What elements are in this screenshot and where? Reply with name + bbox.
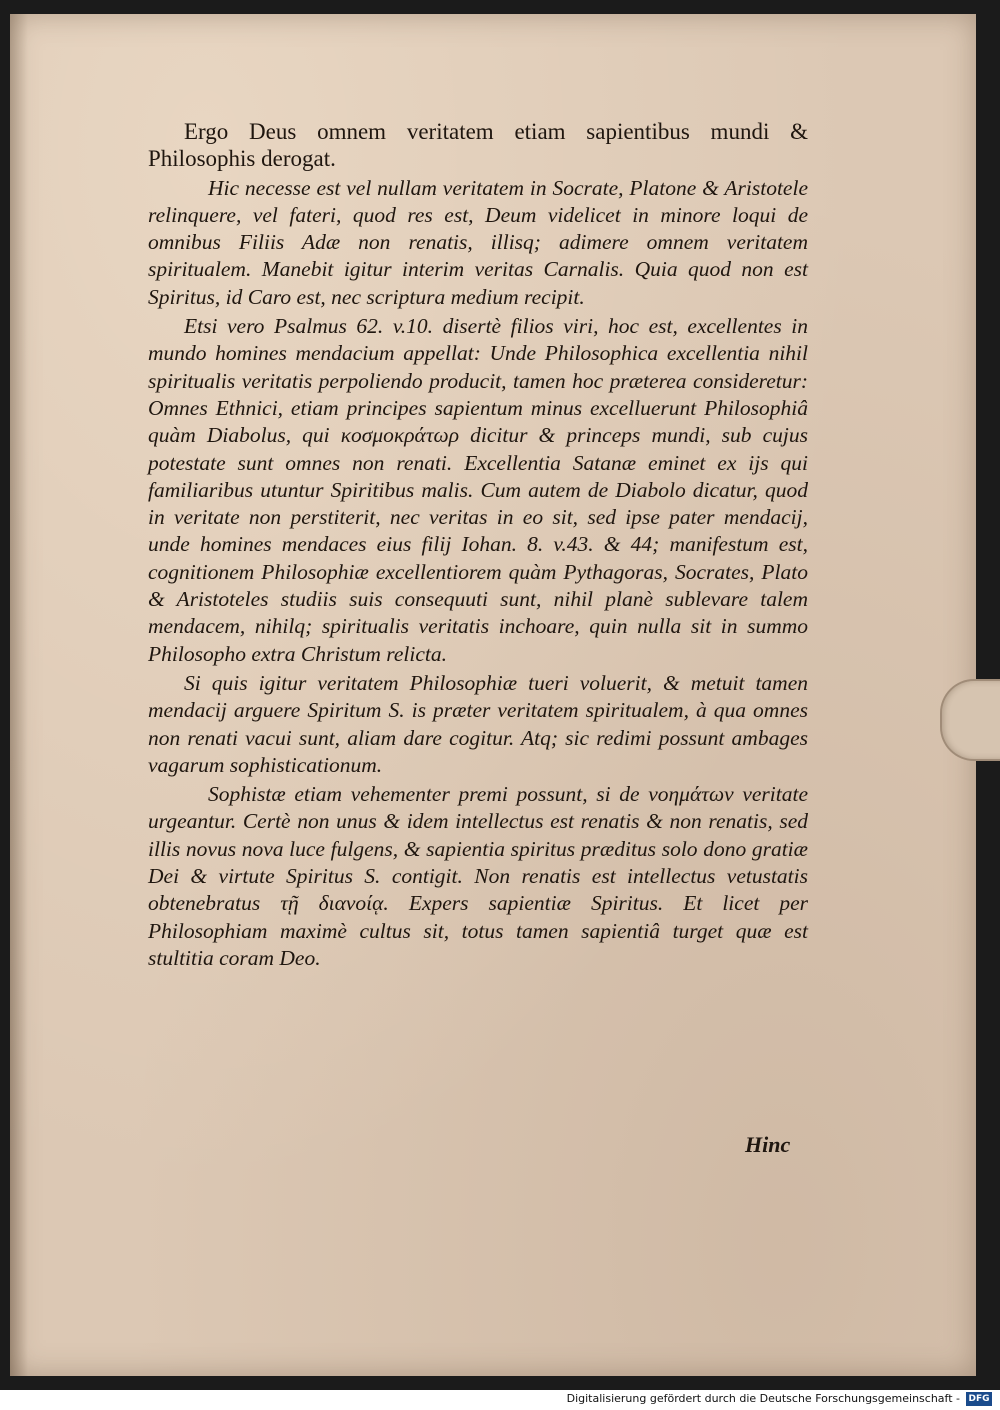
paragraph-3: Etsi vero Psalmus 62. v.10. disertè filios viri, hoc est, excellentes in mundo homines mendacium appellat: Unde Philosophica excellentia nihil spiritualis veritatis perpoliendo producit, tamen hoc præterea consideretur: Omnes Ethnici, etiam principes sapientum minus excelluerunt Philosophiâ quàm Diabolus, qui κοσμοκράτωρ dicitur & princeps mundi, sub cujus potestate sunt omnes non renati. Excellentia Satanæ eminet ex ijs qui familiaribus utuntur Spiritibus malis. Cum autem de Diabolo dicatur, quod in veritate non perstiterit, nec veritas in eo sit, sed ipse pater mendacij, unde homines mendaces eius filij Iohan. 8. v.43. & 44; manifestum est, cognitionem Philosophiæ excellentiorem quàm Pythagoras, Socrates, Plato & Aristoteles studiis suis consequuti sunt, nihil planè sublevare talem mendacem, nihilq; spiritualis veritatis inchoare, quin nulla sit in summo Philosopho extra Christum relicta. bbox=[148, 314, 808, 666]
funding-notice: Digitalisierung gefördert durch die Deutsche Forschungsgemeinschaft - bbox=[566, 1392, 960, 1405]
paragraph-5: Sophistæ etiam vehementer premi possunt, si de νοημάτων veritate urgeantur. Certè non unus & idem intellectus est renatis & non renatis, sed illis novus nova luce fulgens, & sapientia spiritus præditus solo dono gratiæ Dei & virtute Spiritus S. contigit. Non renatis est intellectus vetustatis obtenebratus τῇ διανοίᾳ. Expers sapientiæ Spiritus. Et licet per Philosophiam maximè cultus sit, totus tamen sapientiâ turget quæ est stultitia coram Deo. bbox=[148, 782, 808, 970]
footer-bar bbox=[0, 1390, 1000, 1410]
paragraph-1: Ergo Deus omnem veritatem etiam sapientibus mundi & Philosophis derogat. bbox=[148, 119, 808, 172]
page-edge-tab bbox=[940, 679, 1000, 761]
paragraph-2: Hic necesse est vel nullam veritatem in Socrate, Platone & Aristotele relinquere, vel fateri, quod res est, Deum videlicet in minore loqui de omnibus Filiis Adæ non renatis, illisq; adimere omnem veritatem spiritualem. Manebit igitur interim veritas Carnalis. Quia quod non est Spiritus, id Caro est, nec scriptura medium recipit. bbox=[148, 175, 808, 309]
paragraph-4: Si quis igitur veritatem Philosophiæ tueri voluerit, & metuit tamen mendacij arguere Spiritum S. is præter veritatem spiritualem, à qua omnes non renati vacui sunt, aliam dare cogitur. Atq; sic redimi possunt ambages vagarum sophisticationum. bbox=[148, 670, 808, 777]
body-text bbox=[148, 118, 808, 974]
catchword: Hinc bbox=[745, 1132, 791, 1157]
dfg-logo-icon: DFG bbox=[966, 1392, 992, 1406]
